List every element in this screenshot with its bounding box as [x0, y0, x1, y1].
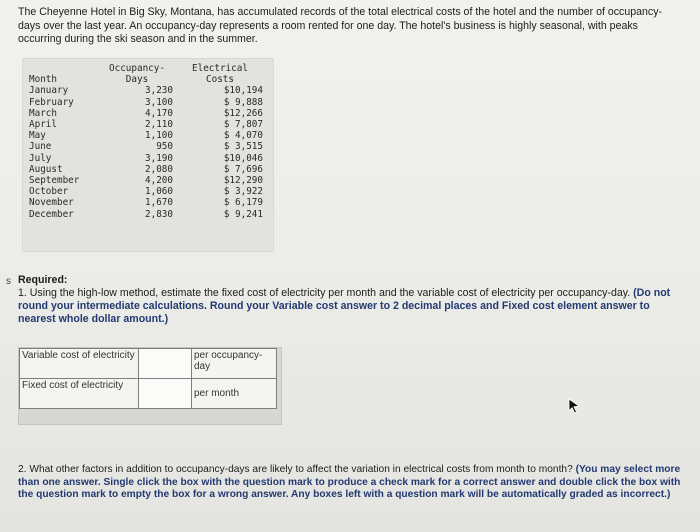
month-cell: August	[29, 163, 63, 175]
question-2-text: 2. What other factors in addition to occupancy-days are likely to affect the variation in electrical costs from month to month?	[18, 464, 573, 475]
table-row	[29, 119, 267, 130]
variable-cost-input[interactable]	[139, 349, 192, 379]
question-1-instructions: (Do not round your intermediate calculations. Round your Variable cost answer to 2 decimal places and Fixed cost element answer to nearest whole dollar amount.)	[18, 287, 671, 325]
table-row	[29, 130, 267, 141]
table-row	[29, 175, 267, 186]
days-cell: 2,110	[145, 119, 173, 131]
answer-row-fixed	[20, 379, 277, 409]
days-cell: 1,060	[145, 186, 173, 198]
month-cell: April	[29, 119, 57, 131]
required-section	[18, 274, 678, 326]
month-cell: October	[29, 186, 69, 198]
fixed-cost-unit: per month	[192, 379, 277, 409]
month-cell: July	[29, 152, 52, 164]
header-month: Month	[29, 74, 57, 86]
days-cell: 1,100	[145, 130, 173, 142]
days-cell: 2,080	[145, 163, 173, 175]
days-cell: 950	[156, 141, 173, 153]
table-row	[29, 85, 267, 96]
answer-table	[19, 348, 277, 409]
table-row	[29, 164, 267, 175]
answer-row-variable	[20, 349, 277, 379]
cost-cell: $ 6,179	[223, 197, 263, 209]
header-cost-line2: Costs	[206, 74, 234, 86]
days-cell: 1,670	[145, 197, 173, 209]
table-row	[29, 141, 267, 152]
question-2-instructions: (You may select more than one answer. Single click the box with the question mark to produce a check mark for a correct answer and double click the box with the question mark to empty the box for a wrong answer. Any boxes left with a question mark will be automatically graded as incorrect.)	[18, 464, 681, 501]
table-row	[29, 108, 267, 119]
fixed-cost-label: Fixed cost of electricity	[20, 379, 139, 409]
question-1-text: 1. Using the high-low method, estimate the fixed cost of electricity per month and the variable cost of electricity per occupancy-day.	[18, 287, 631, 299]
cost-cell: $10,046	[223, 152, 263, 164]
question-1	[18, 287, 678, 326]
cost-cell: $ 9,888	[223, 96, 263, 108]
month-cell: May	[29, 130, 46, 142]
header-days-line2: Days	[125, 74, 149, 86]
cost-cell: $10,194	[223, 85, 263, 97]
table-row	[29, 209, 267, 220]
days-cell: 4,170	[145, 107, 173, 119]
days-cell: 3,230	[145, 85, 173, 97]
cost-cell: $12,290	[223, 175, 263, 187]
cost-cell: $ 3,922	[223, 186, 263, 198]
month-cell: December	[29, 208, 74, 220]
mouse-cursor-icon	[567, 398, 581, 414]
answer-panel	[18, 347, 282, 425]
month-cell: February	[29, 96, 74, 108]
days-cell: 2,830	[145, 208, 173, 220]
table-row	[29, 197, 267, 208]
header-row-2	[29, 74, 267, 85]
month-cell: November	[29, 197, 74, 209]
header-cost-line1: Electrical	[192, 63, 248, 74]
table-row	[29, 153, 267, 164]
days-cell: 3,100	[145, 96, 173, 108]
month-cell: January	[29, 85, 69, 97]
cost-cell: $ 4,070	[223, 130, 263, 142]
table-row	[29, 97, 267, 108]
required-heading: Required:	[18, 274, 68, 286]
header-row-1	[29, 63, 267, 74]
cost-cell: $ 7,807	[223, 119, 263, 131]
records-table	[29, 63, 267, 220]
header-spacer	[29, 63, 101, 74]
question-2	[18, 464, 684, 502]
month-cell: June	[29, 141, 52, 153]
list-bullet: s	[6, 276, 11, 287]
variable-cost-label: Variable cost of electricity	[20, 349, 139, 379]
variable-cost-unit: per occupancy-day	[192, 349, 277, 379]
month-cell: March	[29, 107, 57, 119]
fixed-cost-input[interactable]	[139, 379, 192, 409]
cost-cell: $ 3,515	[223, 141, 263, 153]
intro-paragraph: The Cheyenne Hotel in Big Sky, Montana, has accumulated records of the total electrical costs of the hotel and the number of occupancy-days over the last year. An occupancy-day represents a room rented for one day. The hotel's business is highly seasonal, with peaks occurring during the ski season and in the summer.	[18, 6, 663, 45]
month-cell: September	[29, 175, 80, 187]
table-row	[29, 186, 267, 197]
days-cell: 4,200	[145, 175, 173, 187]
cost-cell: $12,266	[223, 107, 263, 119]
days-cell: 3,190	[145, 152, 173, 164]
cost-cell: $ 9,241	[223, 208, 263, 220]
header-days-line1: Occupancy-	[109, 63, 165, 74]
cost-cell: $ 7,696	[223, 163, 263, 175]
records-panel	[22, 58, 274, 252]
